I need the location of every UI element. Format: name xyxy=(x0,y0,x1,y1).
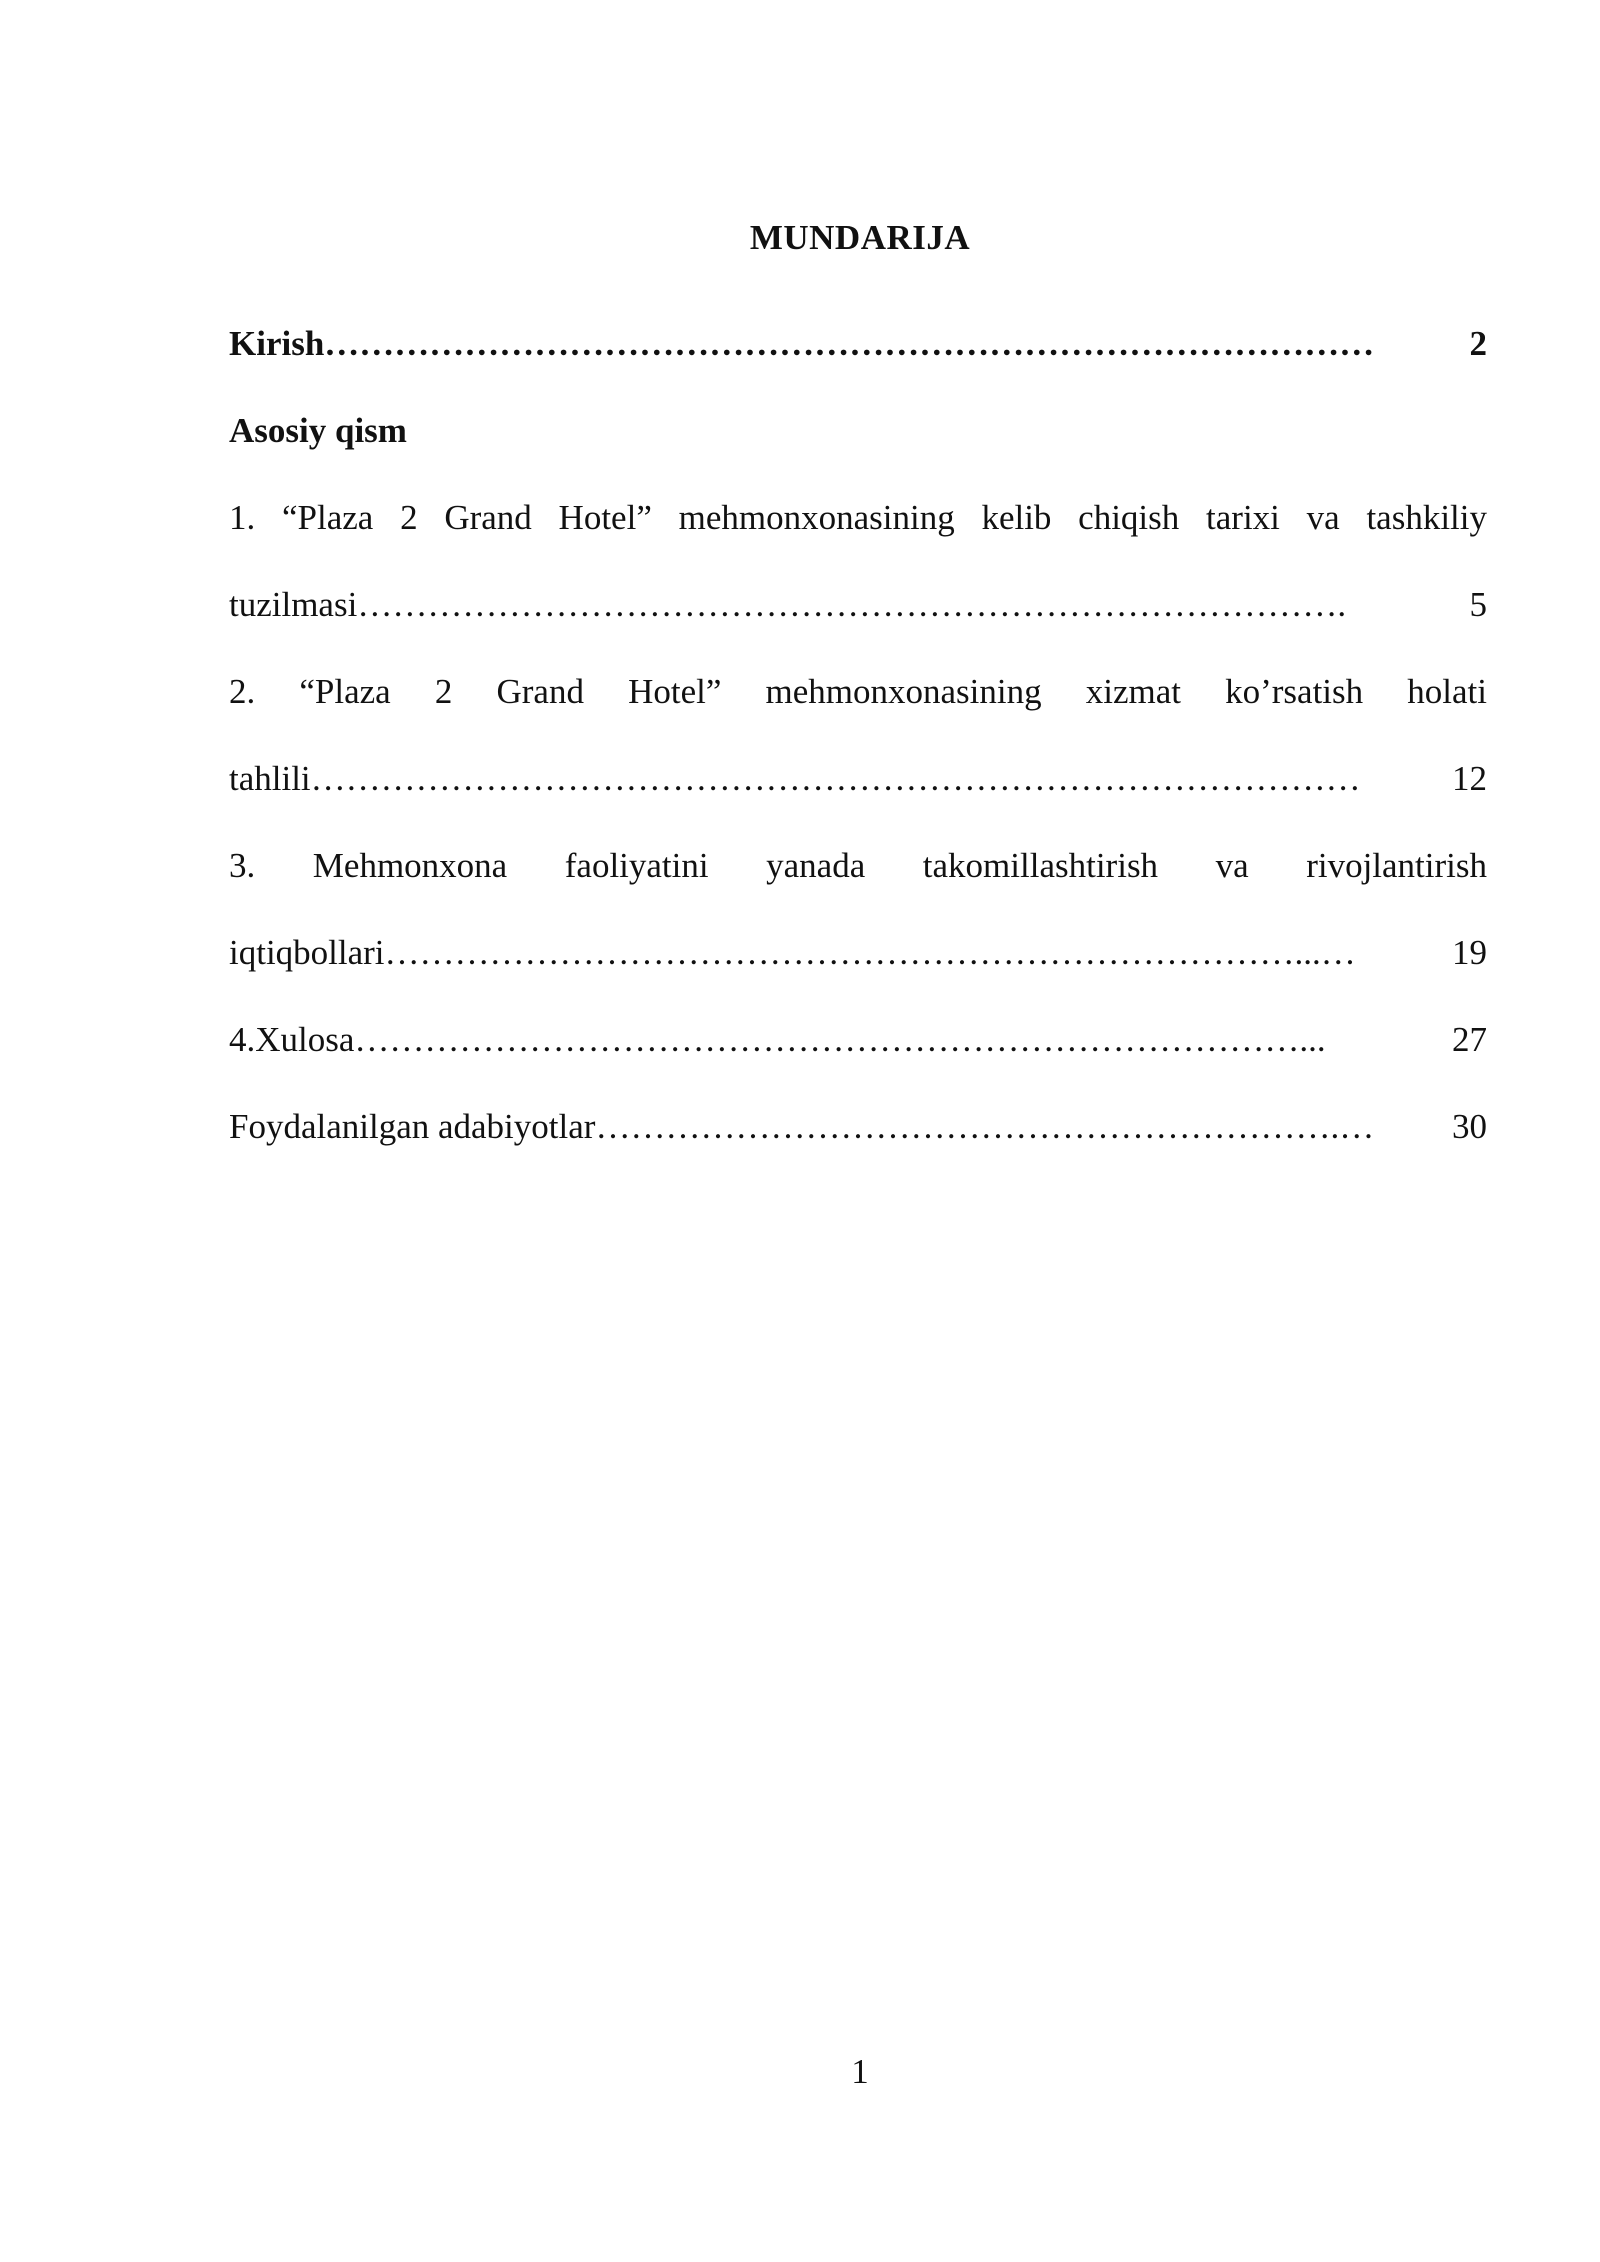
toc-entry-2-line2 xyxy=(229,735,1487,822)
table-of-contents xyxy=(229,300,1487,1170)
toc-entry-label: 4.Xulosa xyxy=(229,1020,355,1059)
toc-page-number: 30 xyxy=(1452,1107,1487,1146)
toc-page-number: 5 xyxy=(1469,585,1487,624)
toc-entry-references xyxy=(229,1083,1487,1170)
toc-entry-label: iqtiqbollari xyxy=(229,933,385,972)
toc-entry-kirish xyxy=(229,300,1487,387)
toc-entry-3-line1: 3. Mehmonxona faoliyatini yanada takomillashtirish va rivojlantirish xyxy=(229,846,1487,885)
toc-page-number: 27 xyxy=(1452,1020,1487,1059)
toc-section-heading: Asosiy qism xyxy=(229,411,407,450)
toc-entry-label: Kirish xyxy=(229,324,325,363)
toc-dot-leader: ……………………………………………………….… xyxy=(595,1107,1375,1146)
toc-entry-1-line2 xyxy=(229,561,1487,648)
toc-dot-leader: ……………………………………………………………………………… xyxy=(324,324,1375,363)
toc-entry-label: tahlili xyxy=(229,759,311,798)
toc-dot-leader: ……………………………………………………………………………… xyxy=(310,759,1361,798)
toc-entry-label: Foydalanilgan adabiyotlar xyxy=(229,1107,596,1146)
toc-page-number: 12 xyxy=(1452,759,1487,798)
toc-entry-1-line1: 1. “Plaza 2 Grand Hotel” mehmonxonasining kelib chiqish tarixi va tashkiliy xyxy=(229,498,1487,537)
toc-entry-3-line2 xyxy=(229,909,1487,996)
toc-entry-label: tuzilmasi xyxy=(229,585,358,624)
page-title: MUNDARIJA xyxy=(749,218,971,257)
toc-page-number: 19 xyxy=(1452,933,1487,972)
toc-page-number: 2 xyxy=(1469,324,1487,363)
toc-dot-leader: ……………………………………………………………………...… xyxy=(384,933,1356,972)
toc-dot-leader: ………………………………………………………………………... xyxy=(354,1020,1326,1059)
toc-entry-xulosa xyxy=(229,996,1487,1083)
toc-dot-leader: …………………………………………………………………………. xyxy=(357,585,1347,624)
toc-entry-2-line1: 2. “Plaza 2 Grand Hotel” mehmonxonasining xizmat ko’rsatish holati xyxy=(229,672,1487,711)
page-number: 1 xyxy=(851,2052,869,2091)
